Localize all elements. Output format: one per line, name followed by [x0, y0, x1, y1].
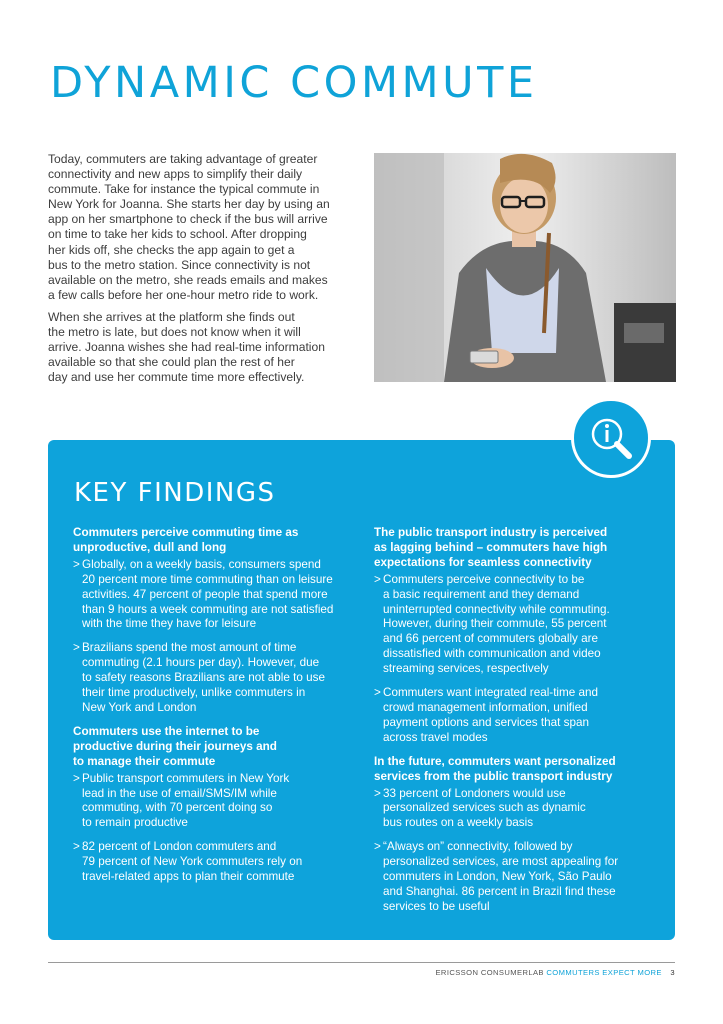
finding-heading: Commuters use the internet to be productive during their journeys and to manage their commute: [73, 724, 277, 768]
finding-list: [73, 558, 363, 716]
page-footer: [435, 968, 675, 977]
key-findings-panel: [48, 440, 675, 940]
intro-text: [48, 152, 348, 392]
finding-bullet: > Public transport commuters in New York lead in the use of email/SMS/IM while commuting, with 70 percent doing so to remain productive: [73, 772, 363, 832]
page-number: 3: [670, 968, 675, 977]
finding-list: [73, 772, 363, 885]
info-search-icon: [571, 398, 651, 478]
page-title: DYNAMIC COMMUTE: [50, 58, 538, 108]
finding-bullet: > 82 percent of London commuters and 79 percent of New York commuters rely on travel-related apps to plan their commute: [73, 840, 363, 885]
finding-list: [374, 787, 664, 915]
key-findings-title: KEY FINDINGS: [74, 478, 276, 508]
findings-right-column: [374, 526, 664, 924]
commuter-photo: [374, 153, 676, 382]
info-magnifier-icon: [587, 414, 635, 462]
finding-bullet: > Globally, on a weekly basis, consumers spend 20 percent more time commuting than on leisure activities. 47 percent of people that spend more than 9 hours a week commuting are not satisfied with the time they have for leisure: [73, 558, 363, 633]
finding-bullet: > Brazilians spend the most amount of time commuting (2.1 hours per day). However, due to safety reasons Brazilians are not able to use their time productively, unlike commuters in New York and London: [73, 641, 363, 716]
finding-heading: The public transport industry is perceived as lagging behind – commuters have high expectations for seamless connectivity: [374, 526, 608, 569]
footer-report-title: COMMUTERS EXPECT MORE: [546, 968, 662, 977]
finding-bullet: > “Always on” connectivity, followed by personalized services, are most appealing for commuters in London, New York, São Paulo and Shanghai. 86 percent in Brazil find these services to be useful: [374, 840, 664, 915]
commuter-photo-illustration: [374, 153, 676, 382]
finding-list: [374, 573, 664, 746]
footer-divider: [48, 962, 675, 963]
finding-bullet: > 33 percent of Londoners would use personalized services such as dynamic bus routes on a weekly basis: [374, 787, 664, 832]
footer-brand: ERICSSON CONSUMERLAB: [435, 968, 544, 977]
finding-heading: In the future, commuters want personalized services from the public transport industry: [374, 754, 616, 783]
finding-bullet: > Commuters perceive connectivity to be a basic requirement and they demand uninterrupted connectivity while commuting. However, during their commute, 55 percent and 66 percent of commuters globally are dissatisfied with communication and video streaming services, respectively: [374, 573, 664, 677]
finding-heading: Commuters perceive commuting time as unproductive, dull and long: [73, 526, 299, 554]
intro-paragraph: When she arrives at the platform she finds out the metro is late, but does not know when it will arrive. Joanna wishes she had real-time information available so that she could plan the rest of her day and use her commute time more effectively.: [48, 309, 325, 385]
findings-left-column: [73, 526, 363, 894]
intro-paragraph: Today, commuters are taking advantage of greater connectivity and new apps to simplify their daily commute. Take for instance the typical commute in New York for Joanna. She starts her day by using an app on her smartphone to check if the bus will arrive on time to take her kids to school. After dropping her kids off, she checks the app again to get a bus to the metro station. Since connectivity is not available on the metro, she reads emails and makes a few calls before her one-hour metro ride to work.: [48, 152, 330, 302]
finding-bullet: > Commuters want integrated real-time and crowd management information, unified payment options and services that span across travel modes: [374, 686, 664, 746]
